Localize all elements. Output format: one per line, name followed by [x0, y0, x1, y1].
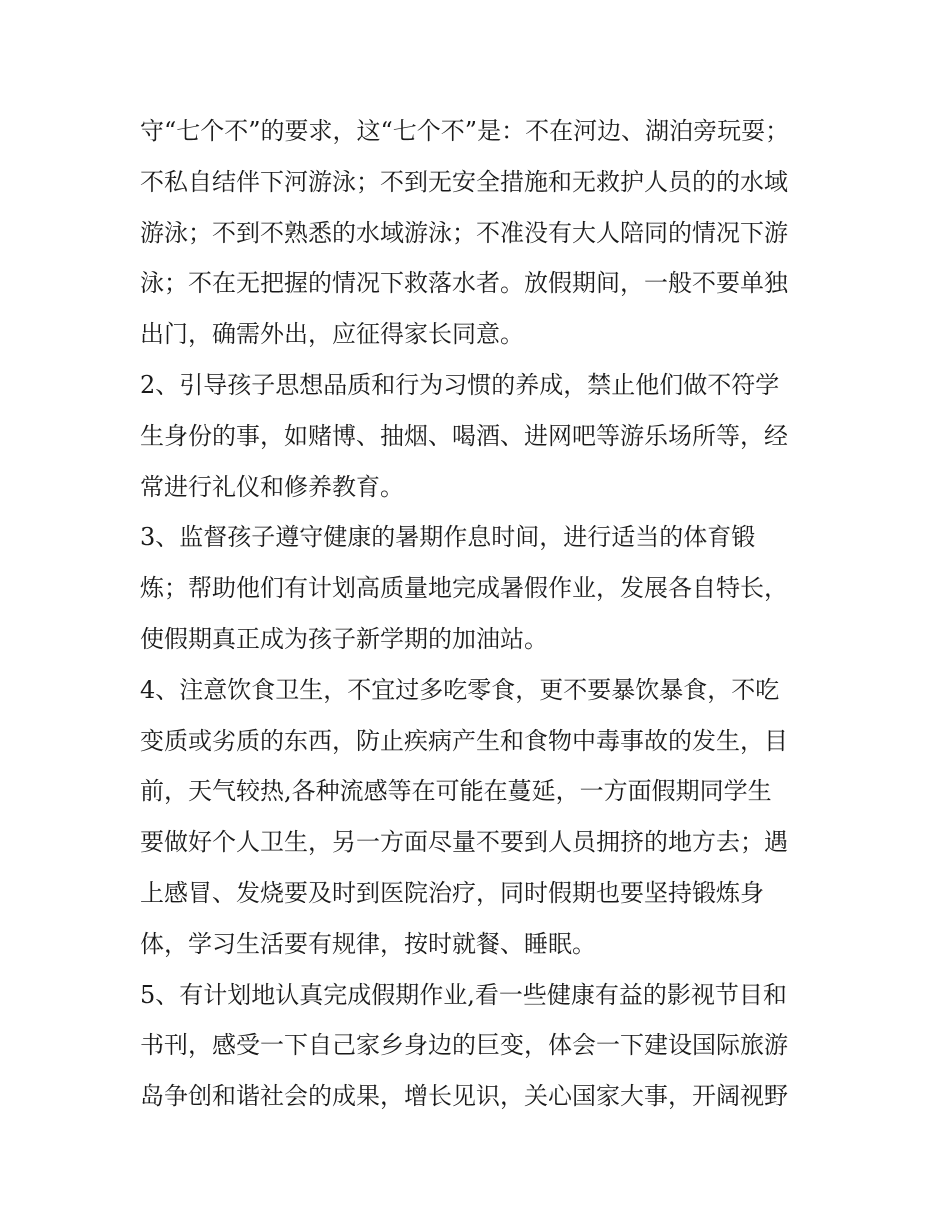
text-line: 生身份的事，如赌博、抽烟、喝酒、进网吧等游乐场所等，经 — [140, 421, 788, 450]
text-line: 要做好个人卫生，另一方面尽量不要到人员拥挤的地方去；遇 — [140, 828, 788, 857]
text-line: 上感冒、发烧要及时到医院治疗，同时假期也要坚持锻炼身 — [140, 878, 764, 907]
text-line: 常进行礼仪和修养教育。 — [140, 472, 404, 501]
text-line: 2、引导孩子思想品质和行为习惯的养成，禁止他们做不符学 — [140, 370, 780, 399]
text-line: 5、有计划地认真完成假期作业,看一些健康有益的影视节目和 — [140, 980, 787, 1009]
text-line: 出门，确需外出，应征得家长同意。 — [140, 320, 524, 349]
text-line: 3、监督孩子遵守健康的暑期作息时间，进行适当的体育锻 — [140, 523, 756, 552]
text-line: 变质或劣质的东西，防止疾病产生和食物中毒事故的发生，目 — [140, 726, 788, 755]
text-line: 岛争创和谐社会的成果，增长见识，关心国家大事，开阔视野 — [140, 1082, 788, 1111]
text-line: 使假期真正成为孩子新学期的加油站。 — [140, 624, 548, 653]
text-line: 前，天气较热,各种流感等在可能在蔓延，一方面假期同学生 — [140, 777, 772, 806]
text-line: 守“七个不”的要求，这“七个不”是：不在河边、湖泊旁玩耍； — [140, 117, 790, 145]
text-line: 体，学习生活要有规律，按时就餐、睡眠。 — [140, 929, 596, 958]
text-line: 游泳；不到不熟悉的水域游泳；不准没有大人陪同的情况下游 — [140, 218, 788, 247]
text-line: 不私自结伴下河游泳；不到无安全措施和无救护人员的的水域 — [140, 167, 788, 196]
text-line: 书刊，感受一下自己家乡身边的巨变，体会一下建设国际旅游 — [140, 1031, 788, 1060]
document-body — [140, 106, 816, 1122]
text-line: 炼；帮助他们有计划高质量地完成暑假作业，发展各自特长， — [140, 574, 788, 603]
text-line: 4、注意饮食卫生，不宜过多吃零食，更不要暴饮暴食，不吃 — [140, 675, 780, 704]
text-line: 泳；不在无把握的情况下救落水者。放假期间，一般不要单独 — [140, 269, 788, 298]
